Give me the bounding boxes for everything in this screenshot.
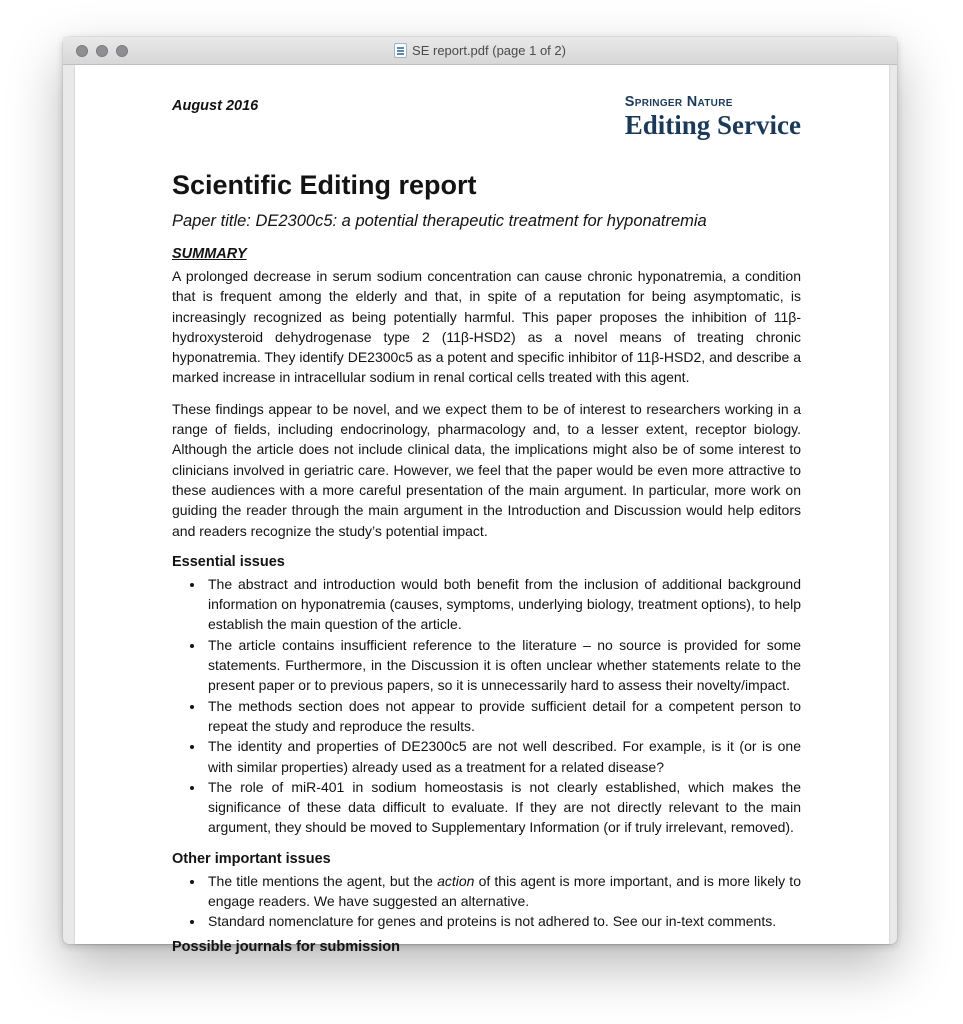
preview-window [63, 37, 897, 955]
bullet-item: • The identity and properties of DE2300c5 are not well described. For example, is it (or is one with similar properties) already used as a treatment for a related disease? [205, 736, 801, 777]
bullet-item: • Standard nomenclature for genes and proteins is not adhered to. See our in-text comments. [205, 911, 801, 931]
bullet-item: • The abstract and introduction would both benefit from the inclusion of additional background information on hyponatremia (causes, symptoms, underlying biology, treatment options), to help establish the main question of the article. [205, 574, 801, 635]
paper-title: Paper title: DE2300c5: a potential therapeutic treatment for hyponatremia [172, 212, 707, 230]
report-title: Scientific Editing report [172, 170, 477, 200]
springer-nature-logo [625, 95, 801, 141]
next-section-heading: Possible journals for submission [172, 938, 401, 955]
pdf-page [75, 65, 889, 955]
bullet-item: • The role of miR-401 in sodium homeostasis is not clearly established, which makes the significance of these data difficult to evaluate. If they are not directly relevant to the main argument, they should be moved to Supplementary Information (or if truly irrelevant, removed). [205, 777, 801, 838]
other-issues-heading: Other important issues [172, 850, 331, 867]
bullet-text-pre: The title mentions the agent, but the [208, 872, 438, 889]
bullet-text-post: of this agent is more important, and is more likely to engage readers. We have suggested an alternative. [208, 872, 801, 910]
traffic-lights [76, 37, 128, 64]
window-title-area [394, 43, 566, 58]
close-button[interactable] [76, 45, 88, 57]
bullet-text-italic: action [437, 872, 475, 889]
bullet-item: • The methods section does not appear to provide sufficient detail for a competent person to repeat the study and reproduce the results. [205, 696, 801, 737]
bullet-item: • The article contains insufficient reference to the literature – no source is provided for some statements. Furthermore, in the Discussion it is often unclear whether statements relate to the present paper or to previous papers, so it is unnecessarily hard to assess their novelty/impact. [205, 635, 801, 696]
brand-line2: Editing Service [624, 109, 801, 140]
summary-paragraph-1: A prolonged decrease in serum sodium concentration can cause chronic hyponatremia, a condition that is frequent among the elderly and that, in spite of a reputation for being asymptomatic, is increasingly recognized as being potentially harmful. This paper proposes the inhibition of 11β-hydroxysteroid dehydrogenase type 2 (11β-HSD2) as a novel means of treating chronic hyponatremia. They identify DE2300c5 as a potent and specific inhibitor of 11β-HSD2, and describe a marked increase in intracellular sodium in renal cortical cells treated with this agent. [172, 268, 801, 386]
pdf-scroll-view[interactable] [63, 65, 897, 955]
window-title: SE report.pdf (page 1 of 2) [412, 43, 566, 58]
summary-heading: SUMMARY [172, 246, 247, 262]
bullet-item [205, 871, 801, 912]
document-date: August 2016 [172, 98, 259, 114]
other-issues-list [180, 871, 801, 932]
titlebar[interactable] [63, 37, 897, 65]
summary-paragraph-2: These findings appear to be novel, and we expect them to be of interest to researchers working in a range of fields, including endocrinology, pharmacology and, to a lesser extent, receptor biology. Although the article does not include clinical data, the implications might also be of some interest to clinicians involved in geriatric care. However, we feel that the paper would be even more attractive to these audiences with a more careful presentation of the main argument. In particular, more work on guiding the reader through the main argument in the Introduction and Discussion would help editors and readers recognize the study’s potential impact. [172, 400, 801, 539]
document-header [172, 95, 801, 141]
minimize-button[interactable] [96, 45, 108, 57]
zoom-button[interactable] [116, 45, 128, 57]
brand-line1: Springer Nature [624, 94, 733, 110]
document-icon [394, 43, 407, 58]
essential-issues-list [180, 574, 801, 838]
essential-issues-heading: Essential issues [172, 553, 285, 570]
